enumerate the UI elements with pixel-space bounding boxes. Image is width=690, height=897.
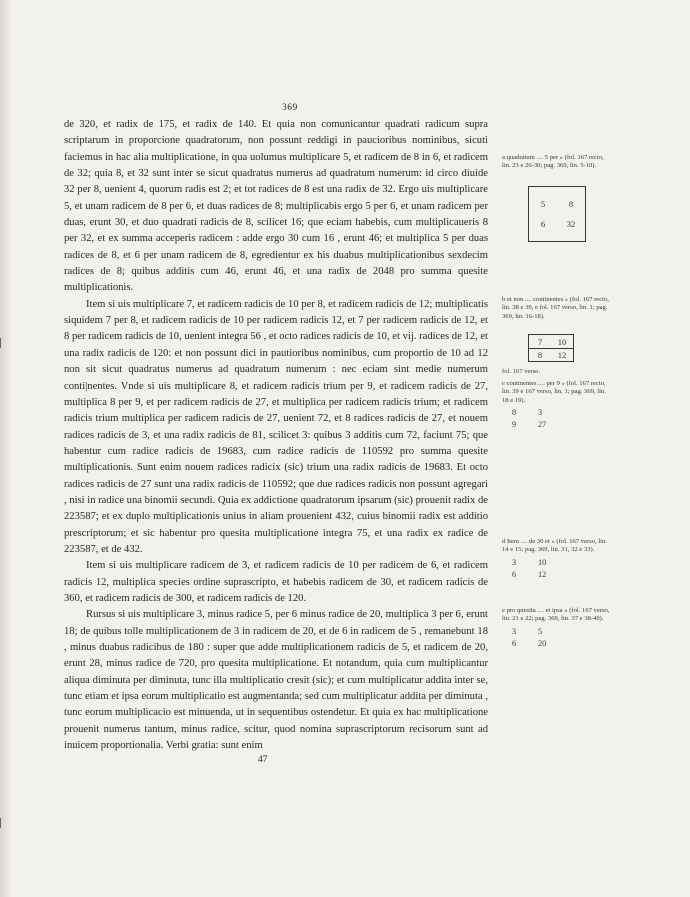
page-number: 369 xyxy=(282,103,298,113)
note-text: a quadratum .... 5 per » (fol. 167 recto, lin. 23 e 26-30; pag. 369, lin. 5-10). xyxy=(502,154,604,170)
note-text: fol. 167 verso. xyxy=(502,368,541,375)
number-grid xyxy=(512,407,610,431)
note-text: b et non .... continentes » (fol. 167 recto, lin. 38 e 39, e fol. 167 verso, lin. 1; pag. 369, lin. 16-18). xyxy=(502,296,609,320)
paragraph: Item si uis multiplicare 7, et radicem radicis de 10 per 8, et radicem radicis de 12; multiplicatis siquidem 7 per 8, et radicem radicis de 10 per radicem radicis 12, et 7 per radicem radicis de 12, et 8 per radicem radicis de 10, uenient integra 56 , et octo radices radicis de 10, et vij. radices de 12, et una radix radicis de 120: et non possunt dici in pautioribus nominibus, cum proportio de 10 ad 12 non sit sicut quadratus numerus ad quadratum numerum : nec eciam sint medie numerum conti|nentes. Vnde si uis multiplicare 8, et radicem radicis trium per 9, et radicem radicis de 27, multiplica 8 per 9, et per radicem radicis de 27, et multiplica per radicem radicis trium; et radicem radicis trium multiplica per radicem radicis de 27, uenient 72, et 8 radices radicis de 27, et nouem radices radicis de 3, et una radix radicis de 81, scilicet 3: quibus 3 additis cum 72, faciunt 75; que habentur cum radice radicis de 19683, cum radice radicis de 110592 pro summa quesite multiplicationis. Sunt enim nouem radices radicix (sic) trium una radix radicis de 19683. Et octo radices radicis de 27 sunt una radix radicis de 110592; que due radices radicis non possunt agregari , nisi in radice una binomii secundi. Quia ex addictione quadratorum ipsarum (sic) prouenit radix de 223587; et ex duplo multiplicationis unius in aliam prouenient 432, cuius binomii radix est additio prescriptorum; et sic habentur pro quesita multiplicatione integra 75, et una radix ex radice de 223587, et de 432. xyxy=(64,298,488,555)
grid-value: 9 xyxy=(512,420,517,430)
number-grid xyxy=(512,626,610,650)
paragraph: de 320, et radix de 175, et radix de 140. Et quia non comunicantur quadrati radicum supra scriptarum in proporcione quadratorum, non possunt reddigi in paucioribus nominibus, sicuti faciemus in hac alia multiplicatione, in qua uolumus multiplicare 5, et radicem de 8 in 6, et radicem de 32; quia 8, et 32 sunt inter se sicut quadratus numerus ad quadratum numerum: id circo diuide 32 per 8, uenient 4, quorum radis est 2; et tot radices de 8 est una radix de 32. Ergo uis multiplicare 5, et unam radicem de 8 per 6, et duas radices de 8; multiplicabis ergo 5 per 6, et unam radicem per duas, erunt 30, et duo quadrati radicis de 8, scilicet 16; que eciam habebis, cum multiplicaueris 8 per 32, et ex summa acceperis radicem : adde ergo 30 cum 16 , erunt 46; et multiplica 5 per duas radices de 8, et 6 per unam radicem de 8, egredientur ex his duabus multiplicationibus sexdecim radices de 8; quibus additis cum 46, erunt 46, et una radix de 2048 pro summa quesite multiplicationis. xyxy=(64,119,488,294)
signature-number: 47 xyxy=(258,755,268,765)
grid-value: 27 xyxy=(538,420,547,430)
folio-note xyxy=(502,368,610,376)
note-b xyxy=(502,296,610,321)
grid-value: 3 xyxy=(538,408,543,418)
grid-value: 5 xyxy=(538,626,543,636)
note-text: d Item .... de 30 et » (fol. 167 verso, lin. 14 e 15; pag. 369, lin. 31, 32 e 33). xyxy=(502,538,607,554)
box-value: 7 xyxy=(529,336,551,349)
note-d xyxy=(502,538,610,581)
note-text: e pro quesita .... et ipsa » (fol. 167 verso, lin. 21 e 22; pag. 369, lin. 37 e 38-40). xyxy=(502,607,610,623)
number-box xyxy=(528,186,586,242)
paragraph: Rursus si uis multiplicare 3, minus radice 5, per 6 minus radice de 20, multiplica 3 per 6, erunt 18; de quibus tolle multiplicationem de 3 in radicem de 20, et de 6 in radicem de 5 , remanebunt 18 , minus duabus radicibus de 180 : super que adde multiplicationem radicis de 5, et radicem de 20, erunt 28, minus radice de 720, pro quesita multiplicatione. Et notandum, quia cum multiplicantur aliqua diminuta per diminuta, tunc illa multiplicatio cresit (sic); et cum multiplicatur addita inter se, tunc etiam et ipsa eorum multiplicatio est augmentanda; sed cum multiplicatur addita per diminuta , tunc eorum multiplicacio est minuenda, ut in sequentibus ostendetur. Et quia ex hac multiplicatione prouenit numerus tantum, minus radice, scitur, quod nomina suprascriptorum recisorum sunt ad inuicem proportionalia. Verbi gratia: sunt enim xyxy=(64,609,488,752)
grid-value: 6 xyxy=(512,569,517,579)
grid-value: 3 xyxy=(512,557,517,567)
grid-value: 20 xyxy=(538,638,547,648)
page-gutter-shadow xyxy=(0,0,12,897)
margin-mark xyxy=(0,818,7,828)
box-value: 10 xyxy=(551,336,573,349)
box-value: 8 xyxy=(568,198,574,209)
paragraph: Item si uis multiplicare radicem de 3, et radicem radicis de 10 per radicem de 6, et radicem radicis 12, multiplica species ordine suprascripto, et habebis radicem de 30, et radicem radicis de 360, et radicem radicis de 300, et radicem radicis de 120. xyxy=(64,560,488,604)
grid-value: 3 xyxy=(512,626,517,636)
box-value: 5 xyxy=(540,198,546,209)
margin-mark xyxy=(0,338,7,348)
note-a xyxy=(502,154,610,171)
note-c xyxy=(502,380,610,431)
box-value: 6 xyxy=(540,219,546,229)
grid-value: 8 xyxy=(512,408,517,418)
grid-value: 6 xyxy=(512,638,517,648)
main-text xyxy=(64,117,488,754)
grid-value: 10 xyxy=(538,557,547,567)
note-text: c continentes .... per 9 » (fol. 167 recto, lin. 39 e 167 verso, lin. 1; pag. 369, lin. 18 e 19). xyxy=(502,380,606,404)
grid-value: 12 xyxy=(538,569,547,579)
box-value: 8 xyxy=(537,349,543,360)
note-e xyxy=(502,607,610,650)
number-grid xyxy=(512,557,610,581)
box-value: 12 xyxy=(557,349,567,360)
number-box xyxy=(528,334,574,362)
box-value: 32 xyxy=(566,219,576,229)
